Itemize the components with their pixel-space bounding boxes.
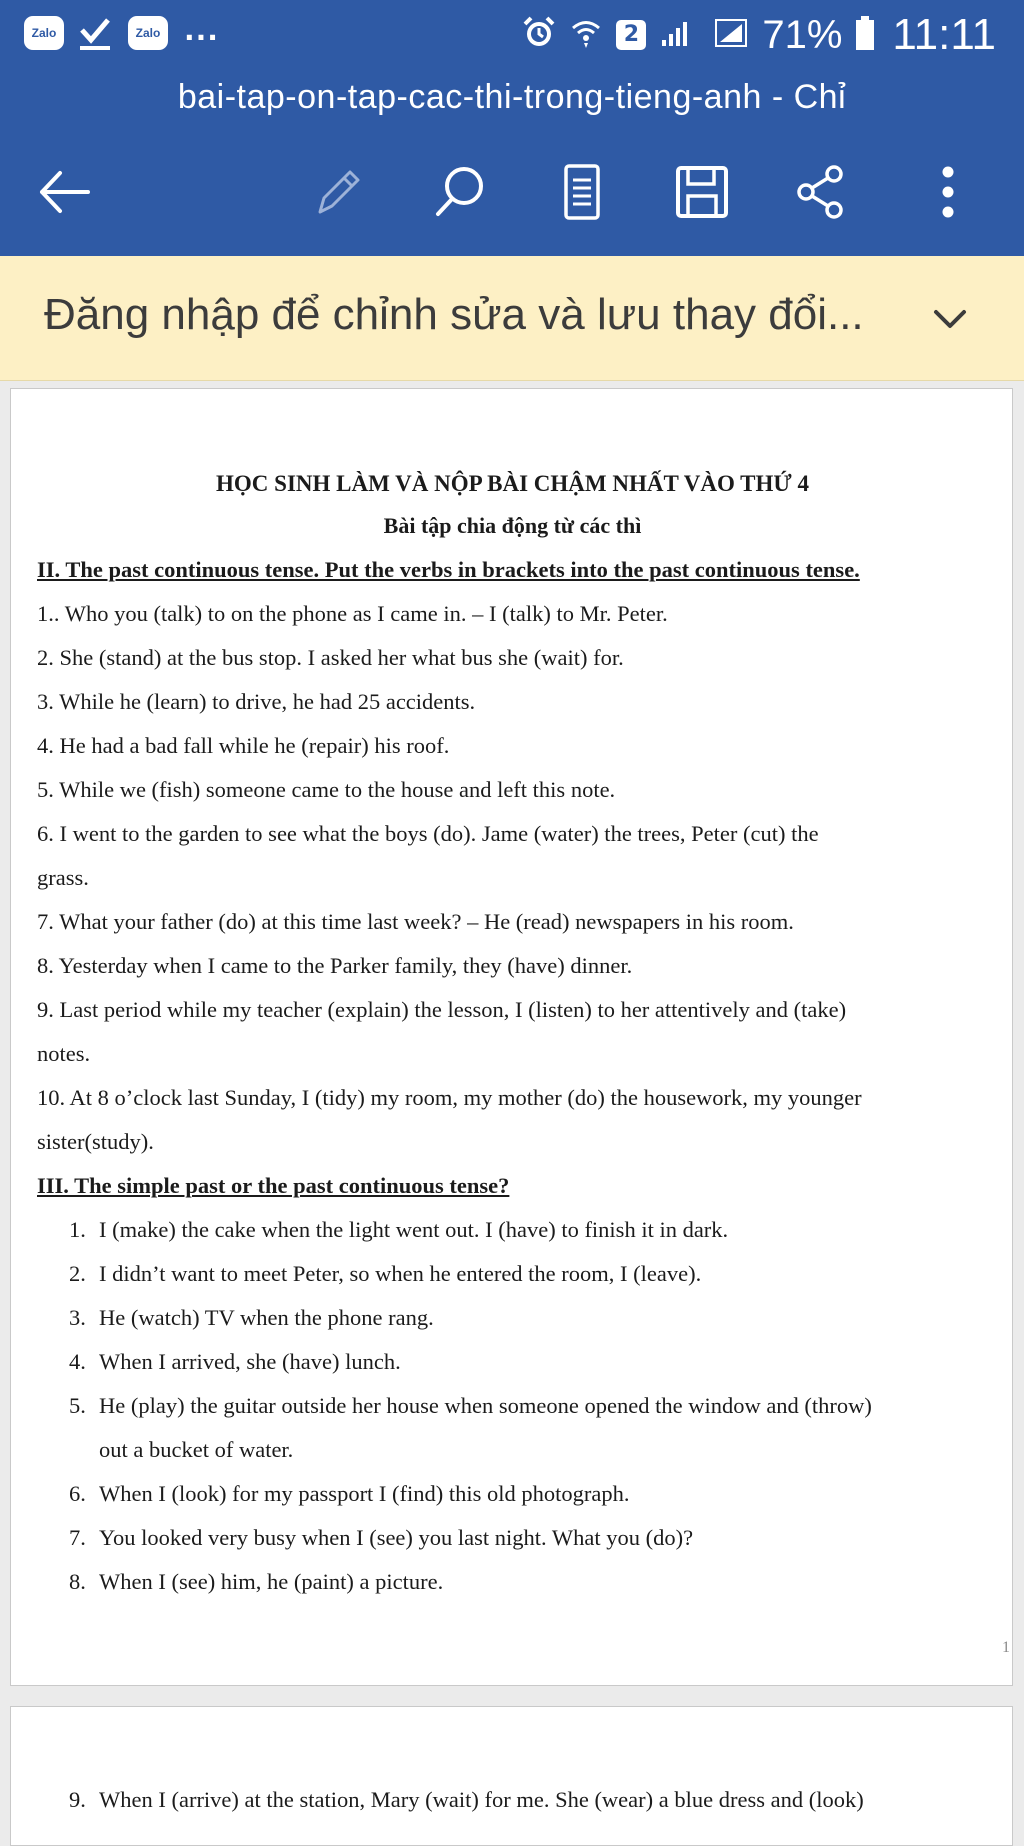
signal-icon: [714, 18, 748, 52]
battery-icon: [856, 16, 874, 54]
status-indicators: [508, 8, 996, 62]
status-time: 11:11: [892, 10, 996, 59]
item-text: When I arrived, she (have) lunch.: [99, 1349, 401, 1374]
item-text: He (play) the guitar outside her house when someone opened the window and (throw): [99, 1393, 872, 1418]
item-text: When I (look) for my passport I (find) this old photograph.: [99, 1481, 630, 1506]
exercise-line: 6. I went to the garden to see what the boys (do). Jame (water) the trees, Peter (cut) the: [37, 821, 819, 846]
edit-button[interactable]: [296, 150, 380, 234]
item-text: When I (see) him, he (paint) a picture.: [99, 1569, 444, 1594]
document-title: bai-tap-on-tap-cac-thi-trong-tieng-anh - Chỉ: [177, 78, 847, 116]
battery-percent: 71%: [762, 12, 843, 57]
download-check-icon: [78, 16, 112, 56]
search-button[interactable]: [418, 150, 502, 234]
exercise-line: 1.. Who you (talk) to on the phone as I came in. – I (talk) to Mr. Peter.: [37, 601, 668, 626]
item-number: 8.: [69, 1569, 86, 1594]
section-title: III. The simple past or the past continuous tense?: [37, 1173, 510, 1198]
app-bar: [0, 0, 1024, 256]
save-icon: [674, 164, 730, 220]
item-text: I (make) the cake when the light went out. I (have) to finish it in dark.: [99, 1217, 729, 1242]
zalo-icon: Zalo: [24, 16, 64, 50]
item-number: 2.: [69, 1261, 86, 1286]
exercise-line: grass.: [37, 865, 89, 890]
item-number: 5.: [69, 1393, 86, 1418]
item-text: He (watch) TV when the phone rang.: [99, 1305, 434, 1330]
item-text: When I (arrive) at the station, Mary (wait) for me. She (wear) a blue dress and (look): [99, 1787, 864, 1812]
signal-icon: [660, 18, 700, 52]
exercise-line: 9. Last period while my teacher (explain) the lesson, I (listen) to her attentively and (take): [37, 997, 847, 1022]
back-button[interactable]: [22, 150, 106, 234]
page-number: 1: [1002, 1639, 1010, 1656]
toolbar: [0, 150, 1024, 234]
exercise-line: 5. While we (fish) someone came to the house and left this note.: [37, 777, 616, 802]
item-text: I didn’t want to meet Peter, so when he entered the room, I (leave).: [99, 1261, 702, 1286]
item-number: 6.: [69, 1481, 86, 1506]
document-subheading: Bài tập chia động từ các thì: [383, 513, 642, 538]
reading-view-icon: [560, 162, 604, 222]
item-number: 9.: [69, 1787, 86, 1812]
sim-slot-badge: 2: [616, 20, 646, 50]
back-arrow-icon: [36, 167, 92, 217]
exercise-line: 7. What your father (do) at this time last week? – He (read) newspapers in his room.: [37, 909, 794, 934]
search-icon: [430, 162, 490, 222]
exercise-line: sister(study).: [37, 1129, 154, 1154]
document-heading: HỌC SINH LÀM VÀ NỘP BÀI CHẬM NHẤT VÀO THỨ 4: [216, 471, 809, 496]
alarm-icon: [522, 16, 556, 54]
wifi-icon: [570, 17, 602, 53]
item-number: 4.: [69, 1349, 86, 1374]
save-button[interactable]: [660, 150, 744, 234]
more-notifications: ...: [184, 14, 219, 47]
more-options-button[interactable]: [906, 150, 990, 234]
exercise-line: 2. She (stand) at the bus stop. I asked her what bus she (wait) for.: [37, 645, 624, 670]
share-button[interactable]: [780, 150, 864, 234]
item-text: You looked very busy when I (see) you last night. What you (do)?: [99, 1525, 694, 1550]
exercise-line: 10. At 8 o’clock last Sunday, I (tidy) my room, my mother (do) the housework, my younger: [37, 1085, 862, 1110]
item-text: out a bucket of water.: [99, 1437, 294, 1462]
exercise-line: notes.: [37, 1041, 91, 1066]
zalo-icon: Zalo: [128, 16, 168, 50]
item-number: 7.: [69, 1525, 86, 1550]
document-page: [10, 388, 1013, 1686]
exercise-line: 8. Yesterday when I came to the Parker family, they (have) dinner.: [37, 953, 633, 978]
pencil-icon: [310, 162, 366, 222]
exercise-line: 3. While he (learn) to drive, he had 25 accidents.: [37, 689, 476, 714]
banner-text: Đăng nhập để chỉnh sửa và lưu thay đổi...: [44, 290, 864, 339]
chevron-down-icon[interactable]: [926, 290, 974, 352]
item-number: 3.: [69, 1305, 86, 1330]
sign-in-banner[interactable]: [0, 256, 1024, 381]
status-bar: [0, 0, 1024, 70]
exercise-line: 4. He had a bad fall while he (repair) his roof.: [37, 733, 450, 758]
item-number: 1.: [69, 1217, 86, 1242]
share-icon: [794, 164, 850, 220]
document-page: [10, 1706, 1013, 1846]
section-title: II. The past continuous tense. Put the verbs in brackets into the past continuous tense.: [37, 557, 860, 582]
reading-view-button[interactable]: [540, 150, 624, 234]
more-vertical-icon: [938, 164, 958, 220]
